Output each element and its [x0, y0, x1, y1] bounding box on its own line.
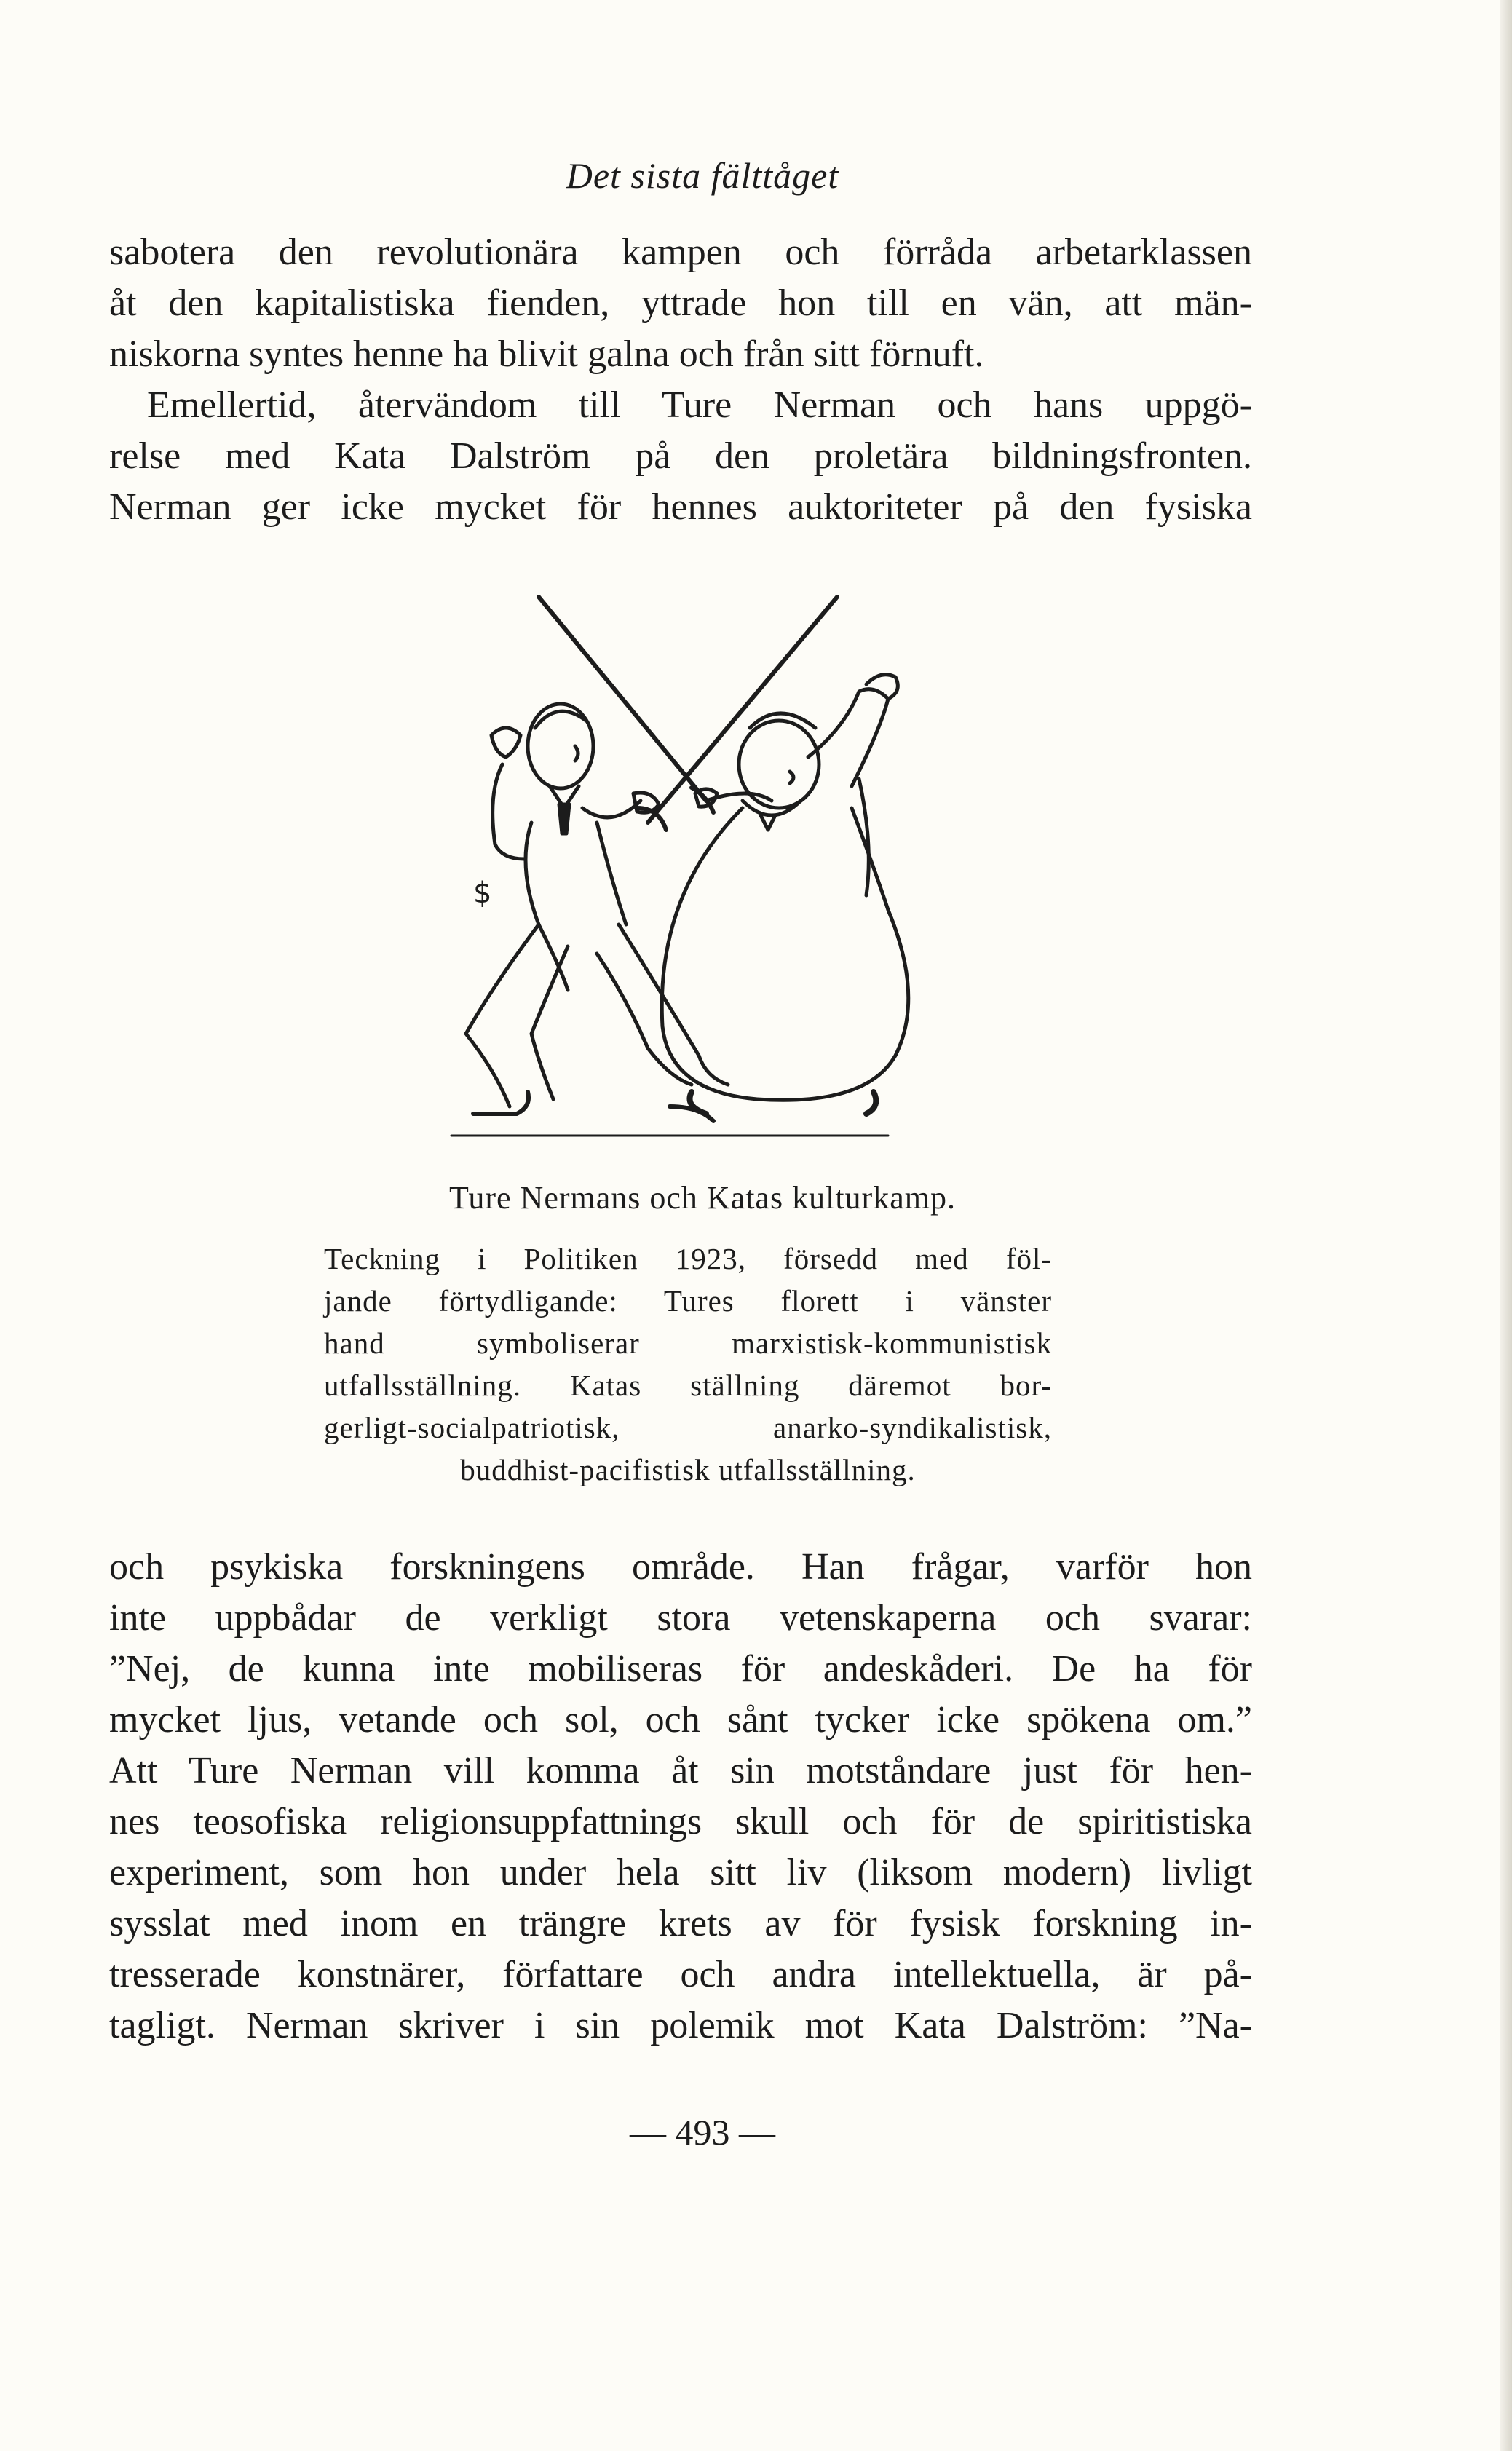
text-line: niskorna syntes henne ha blivit galna och från sitt förnuft.: [109, 333, 984, 375]
text-line: inte uppbådar de verkligt stora vetenskaperna och svarar:: [109, 1597, 1252, 1639]
text-line: tagligt. Nerman skriver i sin polemik mot Kata Dalström: ”Na-: [109, 2005, 1252, 2046]
text-line: sabotera den revolutionära kampen och förråda arbetarklassen: [109, 231, 1252, 273]
body-text-bottom: [109, 1542, 1252, 2051]
text-line: Nerman ger icke mycket för hennes auktoriteter på den fysiska: [109, 486, 1252, 528]
caption-line: buddhist-pacifistisk utfallsställning.: [460, 1453, 916, 1486]
text-line: Emellertid, återvändom till Ture Nerman och hans uppgö-: [147, 384, 1252, 426]
text-line: relse med Kata Dalström på den proletära bildningsfronten.: [109, 435, 1252, 477]
page-edge: [1500, 0, 1512, 2451]
text-line: tresserade konstnärer, författare och andra intellektuella, är på-: [109, 1954, 1252, 1995]
caption-line: Teckning i Politiken 1923, försedd med föl-: [324, 1242, 1052, 1275]
text-line: mycket ljus, vetande och sol, och sånt tycker icke spökena om.”: [109, 1699, 1252, 1741]
fencing-caricature-illustration: [364, 582, 1019, 1172]
running-head: Det sista fälttåget: [566, 155, 839, 196]
caption-line: utfallsställning. Katas ställning däremot bor-: [324, 1369, 1052, 1402]
text-line: Att Ture Nerman vill komma åt sin motståndare just för hen-: [109, 1750, 1252, 1791]
body-text-top: [109, 227, 1252, 533]
text-line: sysslat med inom en trängre krets av för fysisk forskning in-: [109, 1903, 1252, 1944]
caption-line: jande förtydligande: Tures florett i vänster: [324, 1284, 1052, 1318]
page-number: — 493 —: [630, 2112, 775, 2153]
text-line: och psykiska forskningens område. Han frågar, varför hon: [109, 1546, 1252, 1588]
text-line: experiment, som hon under hela sitt liv (liksom modern) livligt: [109, 1852, 1252, 1893]
caption-line: hand symboliserar marxistisk-kommunistisk: [324, 1326, 1052, 1360]
figure-caption-title: Ture Nermans och Katas kulturkamp.: [449, 1180, 956, 1216]
figure-caption-body: [324, 1238, 1052, 1491]
caption-line: gerligt-socialpatriotisk, anarko-syndikalistisk,: [324, 1411, 1052, 1444]
text-line: nes teosofiska religionsuppfattnings skull och för de spiritistiska: [109, 1801, 1252, 1842]
svg-text:$: $: [473, 876, 492, 910]
text-line: åt den kapitalistiska fienden, yttrade hon till en vän, att män-: [109, 282, 1252, 324]
text-line: ”Nej, de kunna inte mobiliseras för andeskåderi. De ha för: [109, 1648, 1252, 1690]
